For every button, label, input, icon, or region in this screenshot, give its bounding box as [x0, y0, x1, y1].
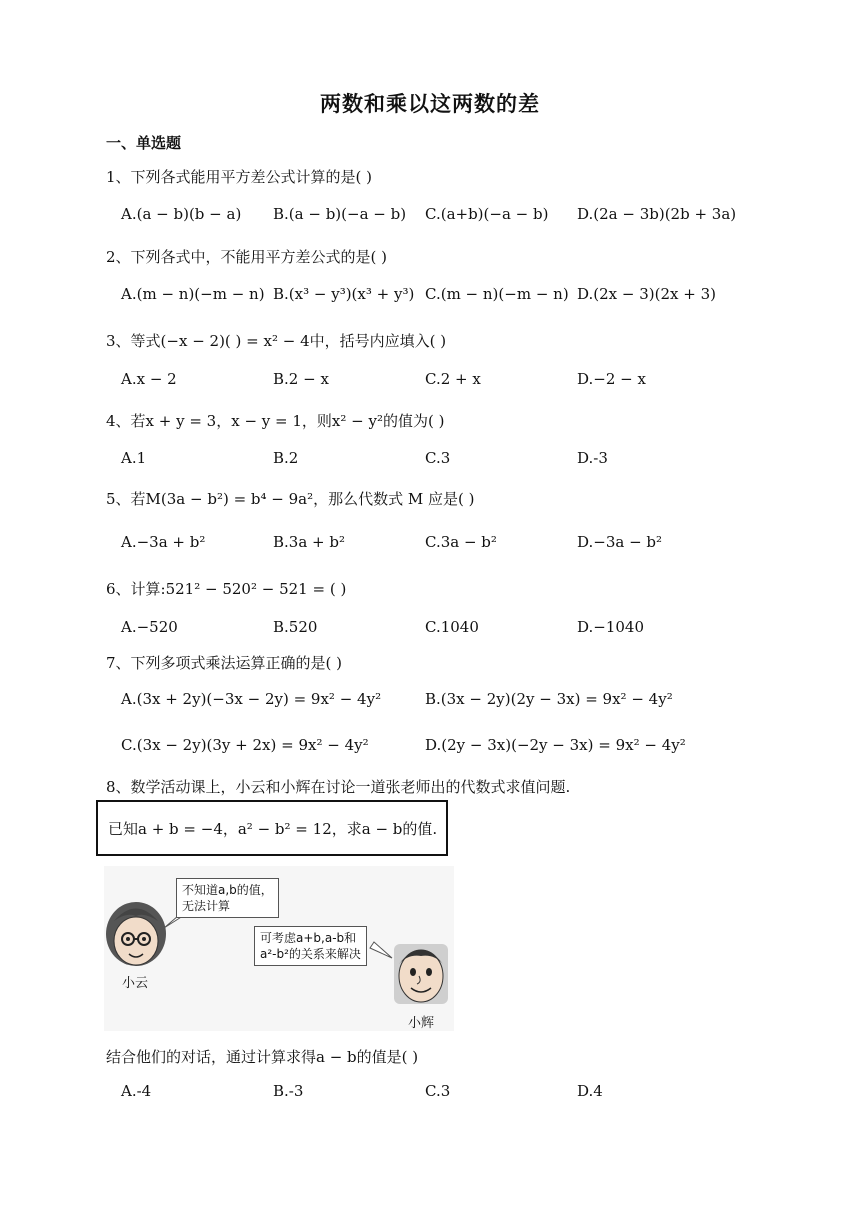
q7-option-a[interactable]: A.(3x + 2y)(−3x − 2y) = 9x² − 4y²: [121, 690, 382, 708]
q5-option-a[interactable]: A.−3a + b²: [121, 533, 206, 551]
q7-option-d[interactable]: D.(2y − 3x)(−2y − 3x) = 9x² − 4y²: [425, 736, 686, 754]
given-condition-text: 已知a + b = −4，a² − b² = 12，求a − b的值.: [108, 820, 438, 838]
q4-option-c[interactable]: C.3: [425, 449, 451, 467]
q1-option-c[interactable]: C.(a+b)(−a − b): [425, 205, 549, 223]
q5-option-d[interactable]: D.−3a − b²: [577, 533, 663, 551]
name-xiaohui: 小辉: [408, 1016, 435, 1031]
xiaoyun-character-icon: [106, 902, 166, 966]
q4-option-d[interactable]: D.-3: [577, 449, 608, 467]
q3-option-d[interactable]: D.−2 − x: [577, 370, 646, 388]
xiaohui-character-icon: [394, 944, 448, 1004]
q7-option-b[interactable]: B.(3x − 2y)(2y − 3x) = 9x² − 4y²: [425, 690, 673, 708]
q3-option-c[interactable]: C.2 + x: [425, 370, 481, 388]
q5-option-b[interactable]: B.3a + b²: [273, 533, 345, 551]
question-8-stem: 8、数学活动课上，小云和小辉在讨论一道张老师出的代数式求值问题.: [106, 778, 571, 796]
question-7-stem: 7、下列多项式乘法运算正确的是( ): [106, 654, 343, 672]
q2-option-b[interactable]: B.(x³ − y³)(x³ + y³): [273, 285, 415, 303]
given-condition-box: [96, 800, 448, 856]
q8-option-c[interactable]: C.3: [425, 1082, 451, 1100]
q4-option-a[interactable]: A.1: [121, 449, 147, 467]
q6-option-b[interactable]: B.520: [273, 618, 318, 636]
q3-option-b[interactable]: B.2 − x: [273, 370, 329, 388]
q6-option-d[interactable]: D.−1040: [577, 618, 645, 636]
q8-option-b[interactable]: B.-3: [273, 1082, 304, 1100]
question-5-stem: 5、若M(3a − b²) = b⁴ − 9a²，那么代数式 M 应是( ): [106, 490, 475, 508]
speech-bubble-xiaohui: [254, 926, 367, 966]
question-3-stem: 3、等式(−x − 2)( ) = x² − 4中，括号内应填入( ): [106, 332, 447, 350]
dialogue-illustration: [104, 866, 454, 1031]
q6-option-c[interactable]: C.1040: [425, 618, 479, 636]
bubble-xiaoyun-line-1: 不知道a,b的值，: [182, 883, 273, 897]
section-heading: 一、单选题: [106, 134, 182, 152]
question-4-stem: 4、若x + y = 3，x − y = 1，则x² − y²的值为( ): [106, 412, 445, 430]
q3-option-a[interactable]: A.x − 2: [121, 370, 177, 388]
q8-option-a[interactable]: A.-4: [121, 1082, 152, 1100]
name-xiaoyun: 小云: [122, 976, 149, 991]
bubble-xiaohui-line-1: 可考虑a+b,a-b和: [260, 931, 357, 945]
q4-option-b[interactable]: B.2: [273, 449, 299, 467]
question-6-stem: 6、计算:521² − 520² − 521 = ( ): [106, 580, 347, 598]
q1-option-a[interactable]: A.(a − b)(b − a): [121, 205, 242, 223]
question-1-stem: 1、下列各式能用平方差公式计算的是( ): [106, 168, 373, 186]
q2-option-d[interactable]: D.(2x − 3)(2x + 3): [577, 285, 716, 303]
question-2-stem: 2、下列各式中，不能用平方差公式的是( ): [106, 248, 388, 266]
speech-bubble-xiaoyun: [176, 878, 279, 918]
q5-option-c[interactable]: C.3a − b²: [425, 533, 497, 551]
q2-option-c[interactable]: C.(m − n)(−m − n): [425, 285, 569, 303]
q8-option-d[interactable]: D.4: [577, 1082, 603, 1100]
q1-option-b[interactable]: B.(a − b)(−a − b): [273, 205, 407, 223]
bubble-xiaohui-line-2: a²-b²的关系来解决: [260, 947, 361, 961]
page-title: 两数和乘以这两数的差: [320, 92, 540, 116]
q2-option-a[interactable]: A.(m − n)(−m − n): [121, 285, 265, 303]
q1-option-d[interactable]: D.(2a − 3b)(2b + 3a): [577, 205, 737, 223]
question-8-followup: 结合他们的对话，通过计算求得a − b的值是( ): [106, 1048, 419, 1066]
q6-option-a[interactable]: A.−520: [121, 618, 178, 636]
bubble-xiaoyun-line-2: 无法计算: [182, 899, 231, 913]
q7-option-c[interactable]: C.(3x − 2y)(3y + 2x) = 9x² − 4y²: [121, 736, 369, 754]
